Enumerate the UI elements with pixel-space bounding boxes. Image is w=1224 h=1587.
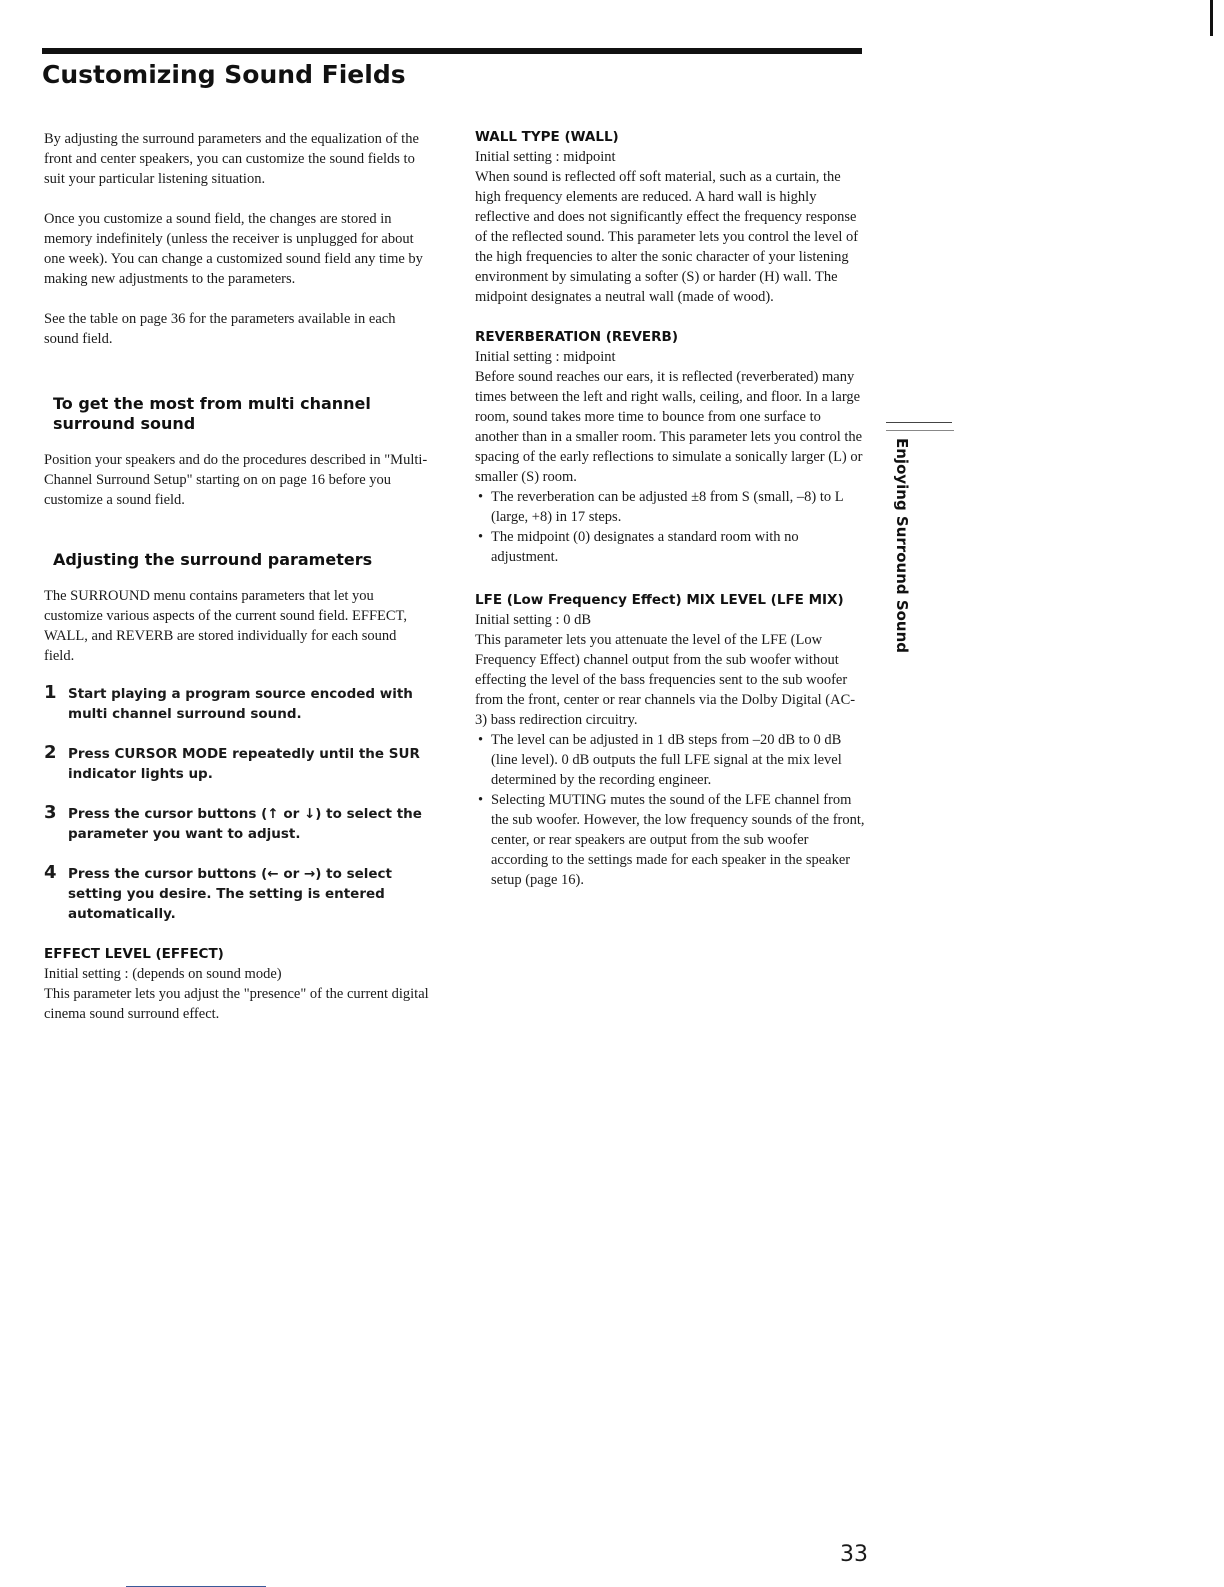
step-text: Press the cursor buttons (← or →) to select setting you desire. The setting is entered automatically. <box>68 866 392 922</box>
chapter-side-tab <box>884 438 920 654</box>
bullet-icon: • <box>478 489 484 505</box>
effect-level-section <box>44 944 429 1024</box>
intro-paragraph-2: Once you customize a sound field, the changes are stored in memory indefinitely (unless the receiver is unplugged for about one week). You can change a customized sound field any time by making new adjustments to the parameters. <box>44 211 423 287</box>
bullet-icon: • <box>478 732 484 748</box>
procedure-steps <box>44 684 429 924</box>
side-tab-rule-secondary <box>886 430 954 431</box>
reverb-initial-setting: Initial setting : midpoint <box>475 349 616 365</box>
bullet-icon: • <box>478 529 484 545</box>
bullet-text: The level can be adjusted in 1 dB steps from –20 dB to 0 dB (line level). 0 dB outputs the full LFE signal at the mix level determined by the recording engineer. <box>491 732 842 788</box>
step-text: Start playing a program source encoded with multi channel surround sound. <box>68 686 413 722</box>
step-text: Press CURSOR MODE repeatedly until the SUR indicator lights up. <box>68 746 420 782</box>
step-number: 3 <box>44 802 57 823</box>
right-column <box>475 127 865 910</box>
lfe-bullets <box>475 730 865 890</box>
list-item <box>475 527 865 567</box>
lfe-mix-heading: LFE (Low Frequency Effect) MIX LEVEL (LFE MIX) <box>475 592 844 608</box>
left-column <box>44 129 429 1044</box>
bullet-text: The reverberation can be adjusted ±8 from S (small, –8) to L (large, +8) in 17 steps. <box>491 489 844 525</box>
reverb-section <box>475 327 865 567</box>
multi-channel-heading: To get the most from multi channel surround sound <box>53 394 371 433</box>
lfe-initial-setting: Initial setting : 0 dB <box>475 612 591 628</box>
multi-channel-body: Position your speakers and do the procedures described in "Multi-Channel Surround Setup" starting on on page 16 before you customize a sound field. <box>44 452 428 508</box>
step-item <box>44 864 429 924</box>
bullet-text: Selecting MUTING mutes the sound of the LFE channel from the sub woofer. However, the low frequency sounds of the front, center, or rear speakers are output from the sub woofer according to the settings made for each speaker in the speaker setup (page 16). <box>491 792 865 888</box>
step-text: Press the cursor buttons (↑ or ↓) to select the parameter you want to adjust. <box>68 806 422 842</box>
effect-level-heading: EFFECT LEVEL (EFFECT) <box>44 946 224 962</box>
chapter-side-tab-label: Enjoying Surround Sound <box>893 438 911 654</box>
lfe-mix-section <box>475 590 865 890</box>
bullet-icon: • <box>478 792 484 808</box>
wall-description: When sound is reflected off soft material, such as a curtain, the high frequency elements are reduced. A hard wall is highly reflective and does not significantly effect the frequency response of the reflected sound. This parameter lets you control the level of the high frequencies to alter the sonic character of your listening environment by simulating a softer (S) or harder (H) wall. The midpoint designates a neutral wall (made of wood). <box>475 169 859 305</box>
step-number: 4 <box>44 862 57 883</box>
lfe-description: This parameter lets you attenuate the level of the LFE (Low Frequency Effect) channel output from the sub woofer without effecting the level of the bass frequencies sent to the sub woofer from the front, center or rear channels via the Dolby Digital (AC-3) bass redirection circuitry. <box>475 632 856 728</box>
page-number: 33 <box>840 1542 868 1567</box>
side-tab-rule <box>886 422 952 423</box>
bullet-text: The midpoint (0) designates a standard room with no adjustment. <box>491 529 799 565</box>
wall-type-section <box>475 127 865 307</box>
step-item <box>44 684 429 724</box>
step-item <box>44 744 429 784</box>
effect-description: This parameter lets you adjust the "presence" of the current digital cinema sound surround effect. <box>44 986 429 1022</box>
step-number: 1 <box>44 682 57 703</box>
intro-paragraph-3: See the table on page 36 for the parameters available in each sound field. <box>44 311 396 347</box>
list-item <box>475 790 865 890</box>
list-item <box>475 487 865 527</box>
wall-type-heading: WALL TYPE (WALL) <box>475 129 619 145</box>
header-rule <box>42 48 862 54</box>
list-item <box>475 730 865 790</box>
effect-initial-setting: Initial setting : (depends on sound mode) <box>44 966 282 982</box>
wall-initial-setting: Initial setting : midpoint <box>475 149 616 165</box>
reverb-bullets <box>475 487 865 567</box>
reverb-description: Before sound reaches our ears, it is reflected (reverberated) many times between the left and right walls, ceiling, and floor. In a large room, sound takes more time to bounce from one surface to another than in a smaller room. This parameter lets you control the spacing of the early reflections to simulate a sonically larger (L) or smaller (S) room. <box>475 369 863 485</box>
adjusting-body: The SURROUND menu contains parameters that let you customize various aspects of the current sound field. EFFECT, WALL, and REVERB are stored individually for each sound field. <box>44 588 407 664</box>
reverb-heading: REVERBERATION (REVERB) <box>475 329 679 345</box>
crop-mark <box>1210 0 1213 36</box>
step-item <box>44 804 429 844</box>
step-number: 2 <box>44 742 57 763</box>
intro-paragraph-1: By adjusting the surround parameters and the equalization of the front and center speakers, you can customize the sound fields to suit your particular listening situation. <box>44 131 419 187</box>
page-title: Customizing Sound Fields <box>42 60 406 89</box>
adjusting-heading: Adjusting the surround parameters <box>53 550 373 569</box>
